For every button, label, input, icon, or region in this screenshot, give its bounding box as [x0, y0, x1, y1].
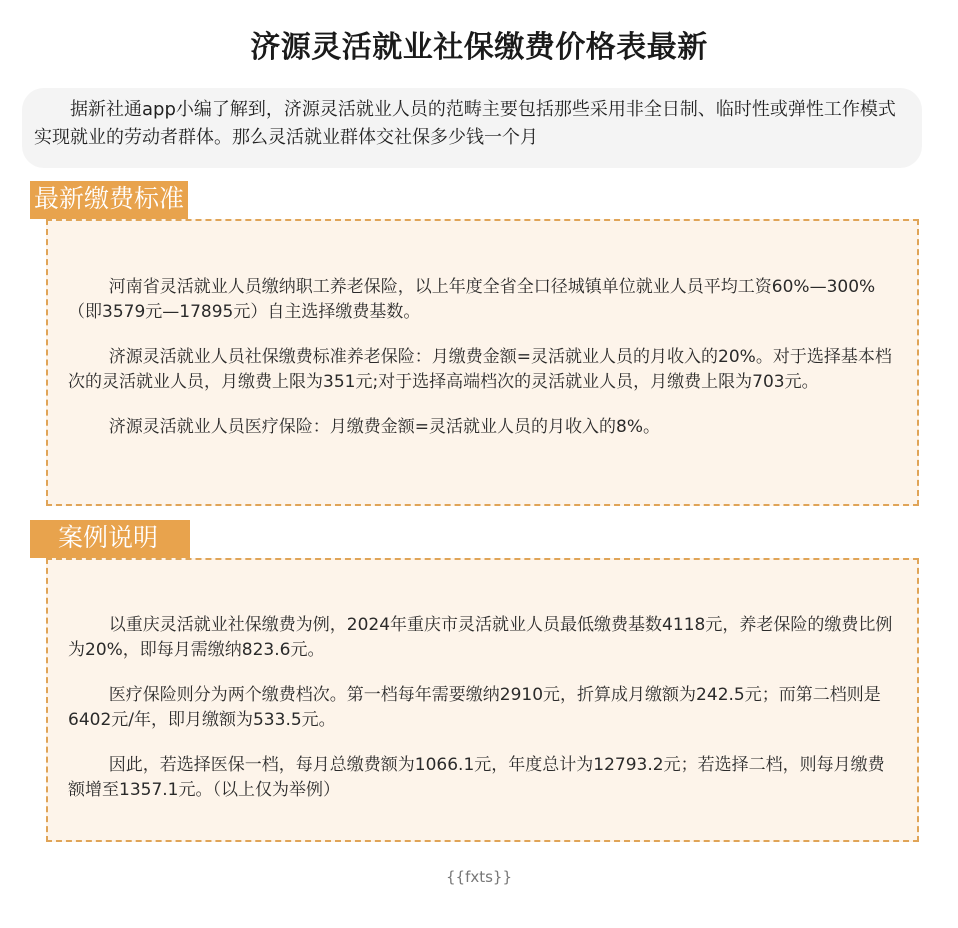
section-box-standard	[46, 219, 919, 506]
section-heading-standard: 最新缴费标准	[30, 181, 188, 219]
section-box-case	[46, 558, 919, 842]
paragraph: 济源灵活就业人员社保缴费标准养老保险：月缴费金额=灵活就业人员的月收入的20%。对于选择基本档次的灵活就业人员，月缴费上限为351元;对于选择高端档次的灵活就业人员，月缴费上限为703元。	[68, 347, 892, 392]
paragraph: 因此，若选择医保一档，每月总缴费额为1066.1元，年度总计为12793.2元；若选择二档，则每月缴费额增至1357.1元。（以上仅为举例）	[68, 755, 885, 800]
paragraph: 河南省灵活就业人员缴纳职工养老保险，以上年度全省全口径城镇单位就业人员平均工资60%—300%（即3579元—17895元）自主选择缴费基数。	[68, 277, 876, 322]
intro-text: 据新社通app小编了解到，济源灵活就业人员的范畴主要包括那些采用非全日制、临时性或弹性工作模式实现就业的劳动者群体。那么灵活就业群体交社保多少钱一个月	[34, 99, 896, 148]
footer-placeholder: {{fxts}}	[445, 868, 513, 886]
paragraph: 济源灵活就业人员医疗保险：月缴费金额=灵活就业人员的月收入的8%。	[108, 417, 661, 437]
intro-box	[22, 88, 922, 168]
section-heading-case: 案例说明	[30, 520, 190, 558]
paragraph: 以重庆灵活就业社保缴费为例，2024年重庆市灵活就业人员最低缴费基数4118元，养老保险的缴费比例为20%，即每月需缴纳823.6元。	[68, 615, 893, 660]
page-title: 济源灵活就业社保缴费价格表最新	[250, 30, 708, 65]
paragraph: 医疗保险则分为两个缴费档次。第一档每年需要缴纳2910元，折算成月缴额为242.5元；而第二档则是6402元/年，即月缴额为533.5元。	[68, 685, 881, 730]
